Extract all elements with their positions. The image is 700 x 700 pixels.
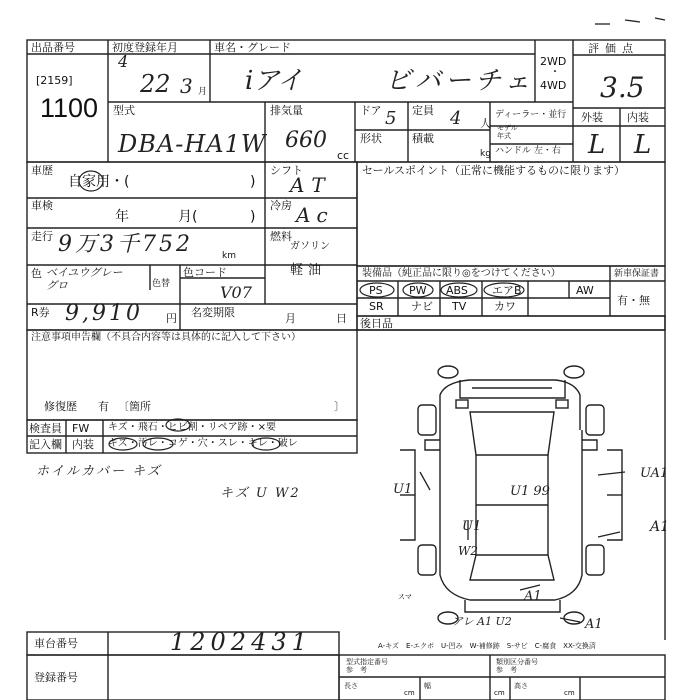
diagram-mark: U1 xyxy=(393,482,413,497)
lot-number: 1100 xyxy=(40,93,99,123)
recycle-unit: 円 xyxy=(166,312,177,325)
diagram-mark: U1 xyxy=(462,519,482,534)
drive-4wd: 4WD xyxy=(540,79,567,92)
chassis-value: 1202431 xyxy=(170,628,312,656)
recycle-label: R券 xyxy=(31,306,50,319)
length-label: 長さ xyxy=(344,682,358,690)
interior-label: 内装 xyxy=(627,111,649,124)
equip-tv: TV xyxy=(452,300,467,313)
diagram-mark: W2 xyxy=(458,544,478,558)
shift-value: AT xyxy=(290,173,333,197)
car-grade: ビバーチェ xyxy=(385,66,535,96)
inspection-close: ) xyxy=(250,209,256,225)
capacity-unit: 人 xyxy=(480,117,491,130)
length-unit: cm xyxy=(404,689,415,697)
class-label: 類別区分番号 参 考 xyxy=(496,658,538,675)
model-value: DBA-HA1W xyxy=(118,130,267,158)
reg-year: 22 xyxy=(140,70,171,98)
dealer-label: ディーラー・並行 xyxy=(495,110,567,120)
equip-ps: PS xyxy=(369,284,383,297)
equip-leather: カワ xyxy=(494,300,516,313)
load-unit: kg xyxy=(480,149,491,159)
lot-code: [2159] xyxy=(36,74,73,87)
overall-score: 3.5 xyxy=(600,71,645,104)
load-label: 積載 xyxy=(412,132,434,145)
history-close: ) xyxy=(250,174,256,190)
repair-label: 修復歴 xyxy=(44,400,77,413)
exterior-label: 外装 xyxy=(581,111,603,124)
ac-label: 冷房 xyxy=(270,199,292,212)
diagram-mark: スマ xyxy=(398,593,412,601)
inspector-label: 検査員 xyxy=(29,422,62,435)
damage-legend: A-キズ E-エクボ U-凹み W-補修跡 S-サビ C-腐食 XX-交換済 xyxy=(378,642,596,650)
diagram-mark: A1 xyxy=(650,519,670,535)
diagram-mark: アレ A1 U2 xyxy=(452,615,512,628)
after-goods-label: 後日品 xyxy=(360,317,393,330)
record-interior-label: 内装 xyxy=(72,438,94,451)
color-code-label: 色コード xyxy=(183,266,227,279)
equip-aw: AW xyxy=(576,284,594,297)
name-change-day: 日 xyxy=(336,312,347,325)
name-change-label: 名変期限 xyxy=(191,306,235,319)
diagram-mark: A1 xyxy=(524,589,542,604)
lot-label: 出品番号 xyxy=(31,41,75,54)
color-change-label: 色替 xyxy=(152,279,171,289)
model-year-label: モデル 年式 xyxy=(497,124,518,140)
inspector-fw: FW xyxy=(72,422,90,435)
repair-close: 〕 xyxy=(334,400,345,413)
shift-label: シフト xyxy=(270,164,303,177)
equip-pw: PW xyxy=(409,284,427,297)
doors-label: ドア xyxy=(360,104,382,117)
displacement-value: 660 xyxy=(285,128,327,153)
height-label: 高さ xyxy=(514,682,528,690)
notes-label: 注意事項申告欄（不具合内容等は具体的に記入して下さい） xyxy=(31,332,301,343)
inspection-year: 年 xyxy=(115,209,129,225)
inspection-label: 車検 xyxy=(31,199,53,212)
model-label: 型式 xyxy=(113,104,135,117)
shape-label: 形状 xyxy=(360,132,382,145)
inspection-month: 月( xyxy=(178,209,198,225)
registration-number-label: 登録番号 xyxy=(34,671,78,684)
interior-score: L xyxy=(634,130,652,160)
diagram-mark: UA1 xyxy=(640,466,669,481)
capacity-value: 4 xyxy=(450,108,462,129)
reg-month-unit: 月 xyxy=(198,87,208,97)
mileage-value: 9万3千752 xyxy=(58,232,193,257)
color-label: 色 xyxy=(31,267,42,280)
displacement-label: 排気量 xyxy=(270,104,303,117)
record-label: 記入欄 xyxy=(29,438,62,451)
drive-2wd: 2WD xyxy=(540,55,567,68)
fuel-label: 燃料 xyxy=(270,230,292,243)
diagram-mark: U1 99 xyxy=(510,484,550,499)
reg-month: 3 xyxy=(180,74,193,98)
handwritten-note-1: ホイルカバー キズ xyxy=(36,464,162,479)
warranty-value: 有・無 xyxy=(617,294,650,307)
height-unit: cm xyxy=(564,689,575,697)
mileage-label: 走行 xyxy=(31,230,53,243)
fuel-gasoline: ガソリン xyxy=(290,241,330,252)
handle-label: ハンドル 左・右 xyxy=(495,146,561,156)
color-value: ベイユウグレー グロ xyxy=(46,266,123,293)
width-unit: cm xyxy=(494,689,505,697)
drive-dot: ・ xyxy=(550,67,560,78)
record-interior-items: キズ・汚レ・コゲ・穴・スレ・キレ・破レ xyxy=(108,438,298,449)
doors-value: 5 xyxy=(385,108,397,129)
repair-value: 有 xyxy=(98,400,109,413)
registration-label: 初度登録年月 xyxy=(112,41,178,54)
equip-abs: ABS xyxy=(446,284,468,297)
color-code-value: V07 xyxy=(220,283,252,302)
type-designation-label: 型式指定番号 参 考 xyxy=(346,658,388,675)
warranty-label: 新車保証書 xyxy=(614,269,660,279)
equip-sr: SR xyxy=(369,300,384,313)
era-digit: 4 xyxy=(118,52,129,71)
car-name: iアイ xyxy=(245,66,303,96)
displacement-unit: cc xyxy=(337,149,350,162)
handwritten-note-2: キズ U W2 xyxy=(220,486,301,501)
equipment-label: 装備品（純正品に限り◎をつけてください） xyxy=(362,268,561,279)
diagram-mark: A1 xyxy=(585,617,603,632)
exterior-score: L xyxy=(588,130,606,160)
history-label: 車歴 xyxy=(31,164,53,177)
car-name-label: 車名・グレード xyxy=(214,41,291,54)
repair-open: 〔箇所 xyxy=(118,400,151,413)
ac-value: Ac xyxy=(296,203,334,227)
equip-navi: ナビ xyxy=(411,300,433,313)
sales-point-label: セールスポイント（正常に機能するものに限ります） xyxy=(362,164,626,177)
fuel-diesel: 軽油 xyxy=(290,263,327,278)
mileage-unit: km xyxy=(222,251,236,261)
inspector-exterior-items: キズ・飛石・ヒビ割・リペア跡・×要 xyxy=(108,422,276,433)
name-change-month: 月 xyxy=(285,312,296,325)
history-value: 自家用・( xyxy=(68,174,130,190)
recycle-value: 9,910 xyxy=(65,301,143,326)
width-label: 幅 xyxy=(424,682,431,690)
score-label: 評価点 xyxy=(588,42,639,55)
capacity-label: 定員 xyxy=(412,104,434,117)
chassis-label: 車台番号 xyxy=(34,637,78,650)
equip-airbag: エアB xyxy=(492,284,522,297)
